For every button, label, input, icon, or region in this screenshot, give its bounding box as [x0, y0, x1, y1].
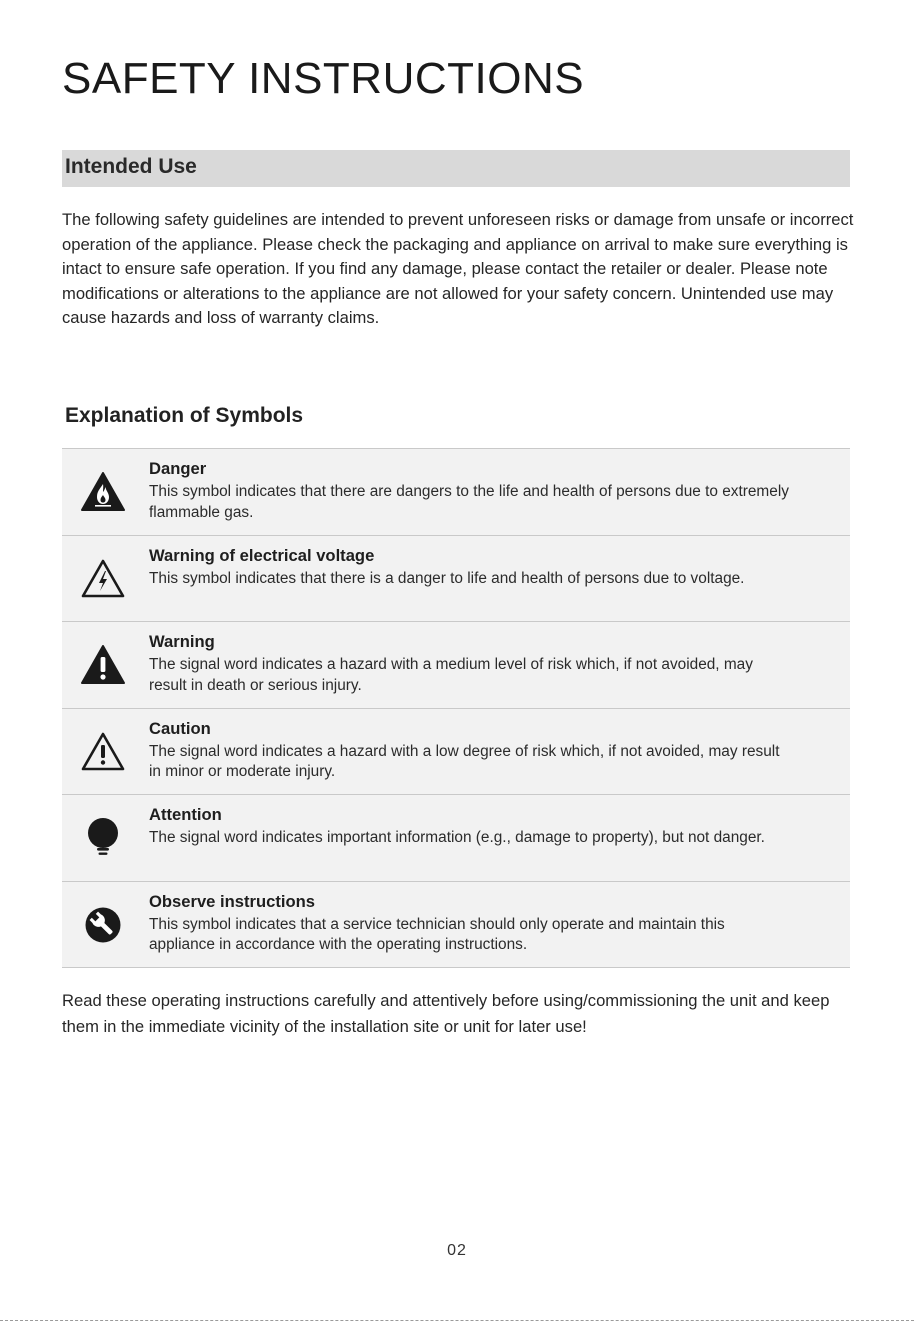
symbol-row-electrical-voltage: [62, 536, 850, 623]
symbols-table: [62, 448, 850, 968]
wrench-icon: [80, 904, 126, 946]
page-title: SAFETY INSTRUCTIONS: [62, 54, 585, 103]
symbol-row-caution: [62, 709, 850, 796]
symbol-title: Warning: [149, 632, 215, 651]
page-number: 02: [447, 1242, 467, 1259]
symbol-description: The signal word indicates a hazard with a low degree of risk which, if not avoided, may result in minor or moderate injury.: [149, 742, 780, 780]
symbol-row-observe-instructions: [62, 882, 850, 969]
symbol-description: This symbol indicates that there are dangers to the life and health of persons due to extremely flammable gas.: [149, 483, 789, 521]
closing-note: Read these operating instructions carefully and attentively before using/commissioning the unit and keep them in the immediate vicinity of the installation site or unit for later use!: [62, 991, 830, 1036]
intended-use-section-bar: [62, 150, 850, 187]
caution-exclamation-icon: [80, 731, 126, 773]
symbol-row-warning: [62, 622, 850, 709]
symbol-title: Observe instructions: [149, 891, 315, 911]
symbol-description: The signal word indicates important information (e.g., damage to property), but not danger.: [149, 829, 765, 846]
lightbulb-icon: [80, 817, 126, 859]
symbol-title: Warning of electrical voltage: [149, 545, 375, 565]
page-bottom-border: [0, 1320, 914, 1321]
symbol-description: This symbol indicates that there is a danger to life and health of persons due to voltage.: [149, 569, 745, 587]
symbol-description: This symbol indicates that a service technician should only operate and maintain this appliance in accordance with the operating instructions.: [149, 915, 725, 953]
symbol-row-danger: [62, 449, 850, 536]
symbol-title: Danger: [149, 459, 207, 478]
intended-use-body: The following safety guidelines are intended to prevent unforeseen risks or damage from unsafe or incorrect operation of the appliance. Please check the packaging and appliance on arrival to make sure everything is intact to ensure safe operation. If you find any damage, please contact the retailer or dealer. Please note modifications or alterations to the appliance are not allowed for your safety concern. Unintended use may cause hazards and loss of warranty claims.: [62, 210, 854, 328]
symbol-description: The signal word indicates a hazard with a medium level of risk which, if not avoided, may result in death or serious injury.: [149, 656, 753, 694]
symbols-heading: Explanation of Symbols: [65, 404, 304, 427]
electrical-voltage-icon: [80, 558, 126, 600]
warning-exclamation-icon: [80, 644, 126, 686]
symbol-row-attention: [62, 795, 850, 882]
symbol-title: Caution: [149, 718, 211, 738]
symbol-title: Attention: [149, 805, 222, 824]
flammable-triangle-icon: [80, 471, 126, 513]
intended-use-heading: Intended Use: [65, 155, 197, 178]
